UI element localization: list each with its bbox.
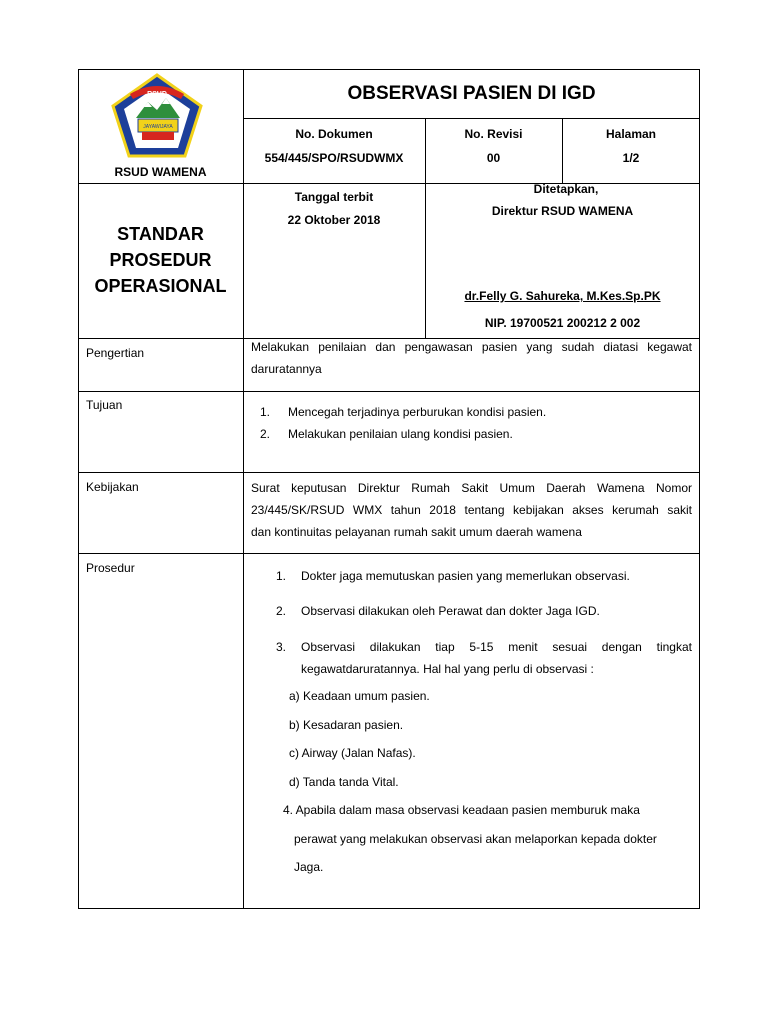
revision-label: No. Revisi xyxy=(464,127,523,141)
divider xyxy=(78,391,700,392)
sop-title-line1: STANDAR xyxy=(117,224,204,244)
list-number: 1. xyxy=(260,405,271,419)
observation-item-b: b) Kesadaran pasien. xyxy=(289,718,404,732)
divider xyxy=(78,553,700,554)
doc-number-label: No. Dokumen xyxy=(295,127,373,141)
divider xyxy=(78,472,700,473)
hospital-name: RSUD WAMENA xyxy=(114,165,207,179)
observation-item-d: d) Tanda tanda Vital. xyxy=(289,775,399,789)
list-number: 2. xyxy=(276,604,287,618)
tujuan-item-1: Mencegah terjadinya perburukan kondisi pasien. xyxy=(288,405,547,419)
logo-text-top: RSUD xyxy=(147,91,167,98)
revision-number: 00 xyxy=(486,151,501,165)
sop-title-line2: PROSEDUR xyxy=(109,250,212,270)
tujuan-item-2: Melakukan penilaian ulang kondisi pasien. xyxy=(288,427,513,441)
list-number: 3. xyxy=(276,640,287,654)
director-name: dr.Felly G. Sahureka, M.Kes.Sp.PK xyxy=(464,289,661,303)
prosedur-item-4-line3: Jaga. xyxy=(294,860,324,874)
prosedur-item-3: Observasi dilakukan tiap 5-15 menit sesuai dengan tingkat kegawatdaruratannya. Hal hal yang perlu di observasi : xyxy=(301,640,692,676)
page-number: 1/2 xyxy=(622,151,640,165)
issued-date: 22 Oktober 2018 xyxy=(287,213,381,227)
observation-item-a: a) Keadaan umum pasien. xyxy=(289,689,430,703)
prosedur-item-2: Observasi dilakukan oleh Perawat dan dokter Jaga IGD. xyxy=(301,604,600,618)
issued-label: Tanggal terbit xyxy=(294,190,374,204)
pengertian-label: Pengertian xyxy=(86,346,145,360)
kebijakan-label: Kebijakan xyxy=(86,480,139,494)
page-label: Halaman xyxy=(605,127,657,141)
list-number: 2. xyxy=(260,427,271,441)
sop-title-line3: OPERASIONAL xyxy=(94,276,227,296)
tujuan-label: Tujuan xyxy=(86,398,123,412)
prosedur-item-1: Dokter jaga memutuskan pasien yang memerlukan observasi. xyxy=(301,569,630,583)
observation-item-c: c) Airway (Jalan Nafas). xyxy=(289,746,416,760)
director-nip: NIP. 19700521 200212 2 002 xyxy=(484,316,641,330)
director-title: Direktur RSUD WAMENA xyxy=(491,204,634,218)
document-title: OBSERVASI PASIEN DI IGD xyxy=(347,83,596,104)
approved-label: Ditetapkan, xyxy=(533,182,599,196)
prosedur-label: Prosedur xyxy=(86,561,135,575)
hospital-logo xyxy=(108,72,206,160)
divider xyxy=(243,118,700,119)
logo-text-bottom: JAYAWIJAYA xyxy=(143,124,173,130)
doc-number: 554/445/SPO/RSUDWMX xyxy=(264,151,404,165)
prosedur-item-4-line1: 4. Apabila dalam masa observasi keadaan pasien memburuk maka xyxy=(283,803,640,817)
kebijakan-text: Surat keputusan Direktur Rumah Sakit Umum Daerah Wamena Nomor 23/445/SK/RSUD WMX tahun 2018 tentang kebijakan akses kerumah sakit dan kontinuitas pelayanan rumah sakit umum daerah wamena xyxy=(251,481,692,539)
prosedur-item-4-line2: perawat yang melakukan observasi akan melaporkan kepada dokter xyxy=(294,832,657,846)
list-number: 1. xyxy=(276,569,287,583)
pengertian-text: Melakukan penilaian dan pengawasan pasien yang sudah diatasi kegawat daruratannya xyxy=(251,340,692,376)
